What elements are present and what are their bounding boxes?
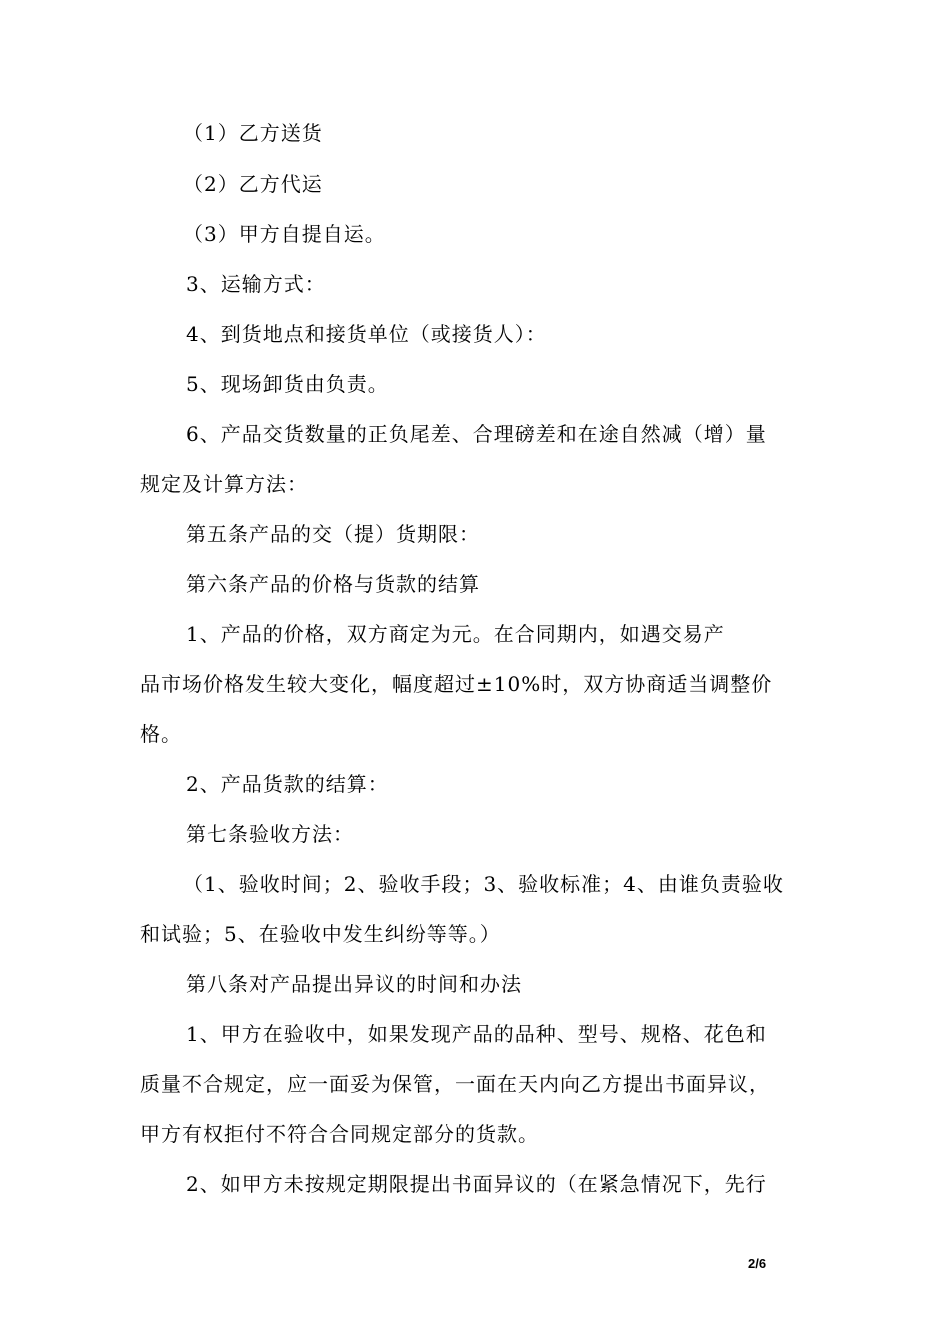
text-line: （1）乙方送货: [183, 121, 323, 145]
text-line: 5、现场卸货由负责。: [186, 372, 389, 396]
text-line: 第八条对产品提出异议的时间和办法: [186, 972, 522, 996]
text-line: 第七条验收方法：: [186, 822, 354, 846]
text-line: 质量不合规定，应一面妥为保管，一面在天内向乙方提出书面异议，: [140, 1072, 770, 1096]
text-line: 品市场价格发生较大变化，幅度超过±10%时，双方协商适当调整价: [140, 672, 773, 696]
text-line: 6、产品交货数量的正负尾差、合理磅差和在途自然减（增）量: [186, 422, 767, 446]
text-line: 第六条产品的价格与货款的结算: [186, 572, 480, 596]
text-line: 和试验；5、在验收中发生纠纷等等。）: [140, 922, 501, 946]
text-line: 格。: [140, 722, 182, 746]
text-line: 2、如甲方未按规定期限提出书面异议的（在紧急情况下，先行: [186, 1172, 767, 1196]
text-line: 1、产品的价格，双方商定为元。在合同期内，如遇交易产: [186, 622, 725, 646]
text-line: 2、产品货款的结算：: [186, 772, 389, 796]
text-line: 规定及计算方法：: [140, 472, 308, 496]
page-number: 2/6: [748, 1256, 767, 1271]
text-line: 甲方有权拒付不符合合同规定部分的货款。: [140, 1122, 539, 1146]
text-line: （1、验收时间；2、验收手段；3、验收标准；4、由谁负责验收: [183, 872, 784, 896]
text-line: （2）乙方代运: [183, 172, 323, 196]
text-line: 4、到货地点和接货单位（或接货人）：: [186, 322, 547, 346]
text-line: 1、甲方在验收中，如果发现产品的品种、型号、规格、花色和: [186, 1022, 767, 1046]
text-line: 3、运输方式：: [186, 272, 326, 296]
text-line: 第五条产品的交（提）货期限：: [186, 522, 480, 546]
text-line: （3）甲方自提自运。: [183, 222, 386, 246]
